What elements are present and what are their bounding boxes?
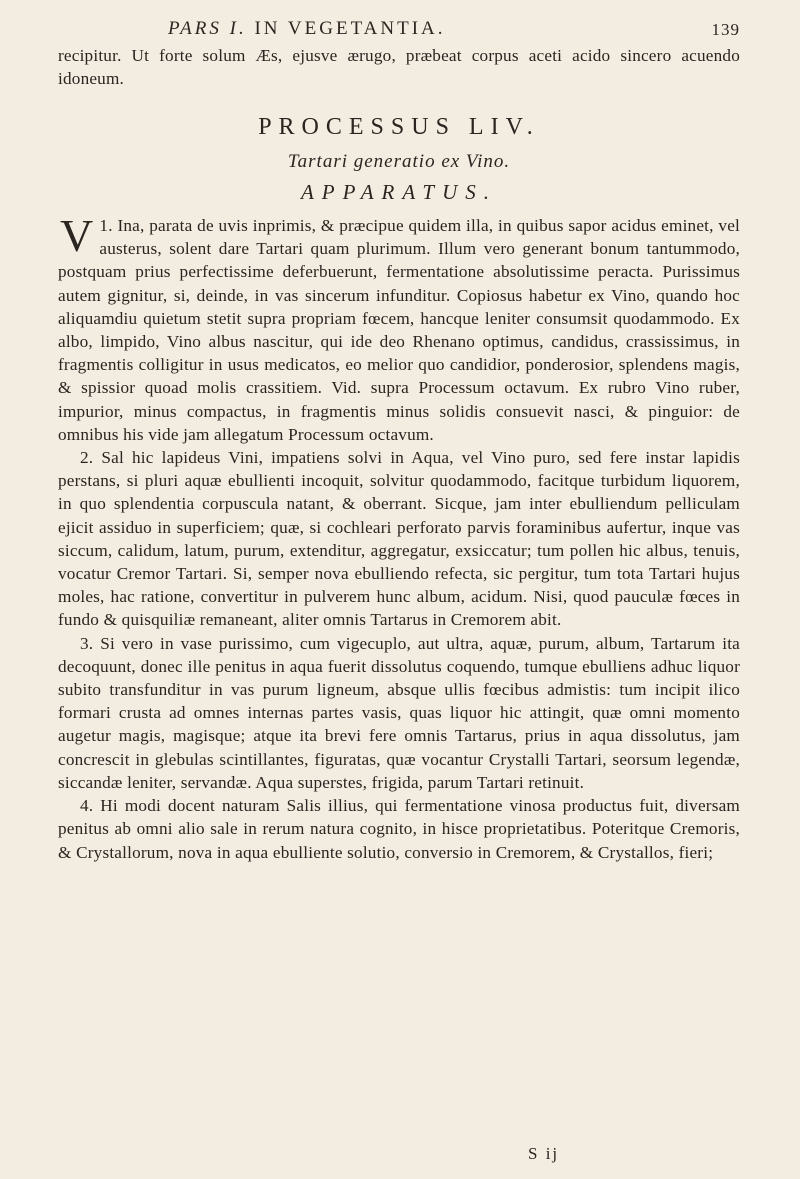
- paragraph-text: Hi modi docent naturam Salis illius, qui fermentatione vinosa productus fuit, diversam penitus ab omni alio sale in rerum natura cognito, in hisce proprietatibus. Poteritque Cremoris, & Crystallorum, nova in aqua ebulliente solutio, conversio in Cremorem, & Crystallos, fieri;: [58, 796, 740, 862]
- drop-cap: V: [60, 210, 94, 262]
- paragraph-4: [58, 794, 740, 864]
- process-heading: PROCESSUS LIV.: [258, 114, 540, 141]
- apparatus-heading: APPARATUS.: [300, 179, 498, 204]
- paragraph-1: [58, 210, 740, 446]
- page-number: 139: [711, 20, 740, 39]
- carry-over-text: recipitur. Ut forte solum Æs, ejusve ærugo, præbeat corpus aceti acido sincero acuendo idoneum.: [58, 46, 740, 89]
- paragraph-text: Ina, parata de uvis inprimis, & præcipue quidem illa, in quibus sapor acidus eminet, vel austerus, solent dare Tartari quam plurimum. Illum vero generant bonum tantummodo, postquam prius perfectissime deferbuerunt, fermentatione absolutissime peracta. Purissimus autem gignitur, si, deinde, in vas sincerum infunditur. Copiosus habetur ex Vino, quando hoc aliquamdiu quietum stetit supra propriam fœcem, hancque leniter consumsit quodammodo. Ex albo, limpido, Vino albus nascitur, qui ide deo Rhenano optimus, candidus, crassissimus, in fragmentis colligitur in usus medicatos, eo melior quo candidior, ponderosior, splendens magis, & spissior quoad molis crassitiem. Vid. supra Processum octavum. Ex rubro Vino ruber, impurior, minus compactus, in fragmentis minus solidis consuevit nasci, & pinguior: de omnibus his vide jam allegatum Processum octavum.: [58, 216, 740, 444]
- book-page: [58, 14, 740, 1164]
- running-title-part: PARS I.: [168, 18, 247, 39]
- paragraph-number: 2.: [80, 448, 94, 468]
- running-title: [168, 18, 446, 40]
- paragraph-3: [58, 632, 740, 794]
- running-head: [58, 14, 740, 44]
- paragraph-number: 1.: [99, 216, 113, 236]
- paragraph-text: Sal hic lapideus Vini, impatiens solvi in Aqua, vel Vino puro, sed fere instar lapidis perstans, si pluri aquæ ebullienti incoquit, solvitur quodammodo, facitque turbidum liquorem, in quo splendentia corpuscula natant, & oberrant. Sicque, jam inter ebulliendum pelliculam ejicit assiduo in superficiem; quæ, si cochleari perforato parvis foraminibus aufertur, inque vas siccum, calidum, latum, purum, extenditur, aggregatur, exsiccatur; tum pollen hic albus, tenuis, vocatur Cremor Tartari. Si, semper nova ebulliendo refecta, sic pergitur, tum tota Tartari hujus moles, hac ratione, convertitur in pulverem hunc album, acidum. Nisi, quod pauculæ fœces in fundo & quisquiliæ remaneant, aliter omnis Tartarus in Cremorem abit.: [58, 448, 740, 630]
- paragraph-text: Si vero in vase purissimo, cum vigecuplo, aut ultra, aquæ, purum, album, Tartarum ita decoquunt, donec ille penitus in aqua fuerit dissolutus coquendo, tumque ebulliens adhuc liquor subito transfunditur in vas purum ligneum, absque ullis fœcibus admistis: tum incipit ilico formari crusta ad omnes internas partes vasis, quas liquor hic attingit, quæ omni momento augetur magis, magisque; atque ita brevi fere omnis Tartarus, prius in aqua dissolutus, jam concrescit in glebulas scintillantes, figuratas, quæ vocantur Crystalli Tartari, seorsum legendæ, siccandæ leniter, servandæ. Aqua superstes, frigida, parum Tartari retinuit.: [58, 633, 741, 792]
- signature-mark: S ij: [528, 1144, 560, 1163]
- body-text: [58, 44, 740, 864]
- paragraph-2: [58, 446, 740, 632]
- paragraph-number: 3.: [80, 633, 94, 653]
- paragraph-number: 4.: [80, 796, 94, 816]
- process-subtitle: Tartari generatio ex Vino.: [287, 150, 511, 172]
- running-title-rest: IN VEGETANTIA.: [254, 18, 446, 39]
